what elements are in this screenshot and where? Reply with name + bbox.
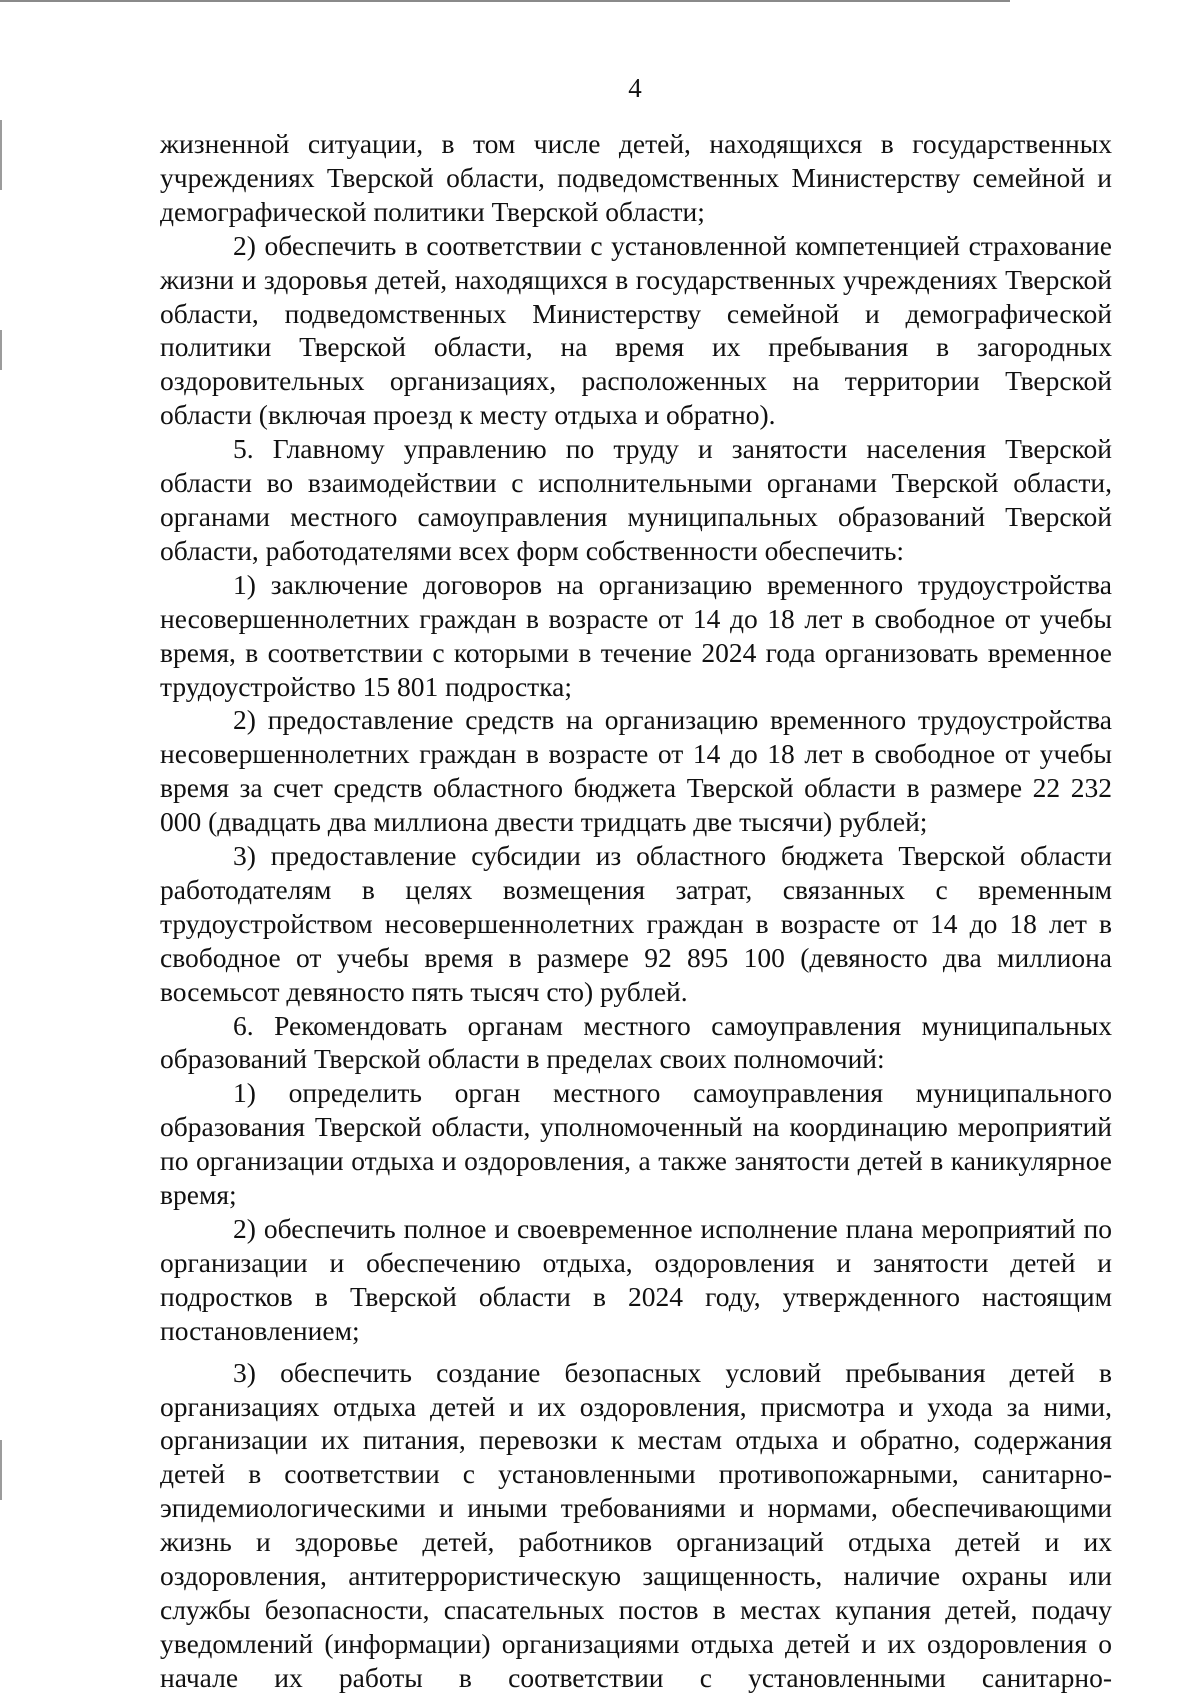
paragraph: 2) обеспечить в соответствии с установленной компетенцией страхование жизни и здоровья детей, находящихся в государственных учреждениях Тверской области, подведомственных Министерству семейной и демографической политики Тверской области, на время их пребывания в загородных оздоровительных организациях, расположенных на территории Тверской области (включая проезд к месту отдыха и обратно).	[160, 229, 1112, 431]
paragraph: жизненной ситуации, в том числе детей, находящихся в государственных учреждениях Тверской области, подведомственных Министерству семейной и демографической политики Тверской области;	[160, 128, 1112, 227]
paragraph: 2) предоставление средств на организацию временного трудоустройства несовершеннолетних граждан в возрасте от 14 до 18 лет в свободное от учебы время за счет средств областного бюджета Тверской области в размере 22 232 000 (двадцать два миллиона двести тридцать две тысячи) рублей;	[160, 704, 1112, 838]
document-body	[160, 127, 1112, 1695]
paragraph: 3) обеспечить создание безопасных условий пребывания детей в организациях отдыха детей и их оздоровления, присмотра и ухода за ними, организации их питания, перевозки к местам отдыха и обратно, содержания детей в соответствии с установленными противопожарными, санитарно-эпидемиологическими и иными требованиями и нормами, обеспечивающими жизнь и здоровье детей, работников организаций отдыха детей и их оздоровления, антитеррористическую защищенность, наличие охраны или службы безопасности, спасательных постов в местах купания детей, подачу уведомлений (информации) организациями отдыха детей и их оздоровления о начале их работы в соответствии с установленными санитарно-	[160, 1356, 1112, 1693]
scan-left-edge-mark	[0, 1440, 2, 1500]
page-number: 4	[628, 73, 642, 103]
paragraph: 5. Главному управлению по труду и занятости населения Тверской области во взаимодействии с исполнительными органами Тверской области, органами местного самоуправления муниципальных образований Тверской области, работодателями всех форм собственности обеспечить:	[160, 433, 1112, 566]
paragraph: 1) определить орган местного самоуправления муниципального образования Тверской области, уполномоченный на координацию мероприятий по организации отдыха и оздоровления, а также занятости детей в каникулярное время;	[160, 1077, 1112, 1211]
paragraph: 6. Рекомендовать органам местного самоуправления муниципальных образований Тверской области в пределах своих полномочий:	[160, 1009, 1112, 1075]
scan-left-edge-mark	[0, 330, 2, 370]
paragraph: 2) обеспечить полное и своевременное исполнение плана мероприятий по организации и обеспечению отдыха, оздоровления и занятости детей и подростков в Тверской области в 2024 году, утвержденного настоящим постановлением;	[160, 1213, 1112, 1346]
paragraph: 3) предоставление субсидии из областного бюджета Тверской области работодателям в целях возмещения затрат, связанных с временным трудоустройством несовершеннолетних граждан в возрасте от 14 до 18 лет в свободное от учебы время в размере 92 895 100 (девяносто два миллиона восемьсот девяносто пять тысяч сто) рублей.	[160, 840, 1112, 1007]
paragraph: 1) заключение договоров на организацию временного трудоустройства несовершеннолетних граждан в возрасте от 14 до 18 лет в свободное от учебы время, в соответствии с которыми в течение 2024 года организовать временное трудоустройство 15 801 подростка;	[160, 568, 1112, 702]
scan-left-edge-mark	[0, 120, 2, 190]
scan-top-edge-line	[0, 0, 1010, 2]
